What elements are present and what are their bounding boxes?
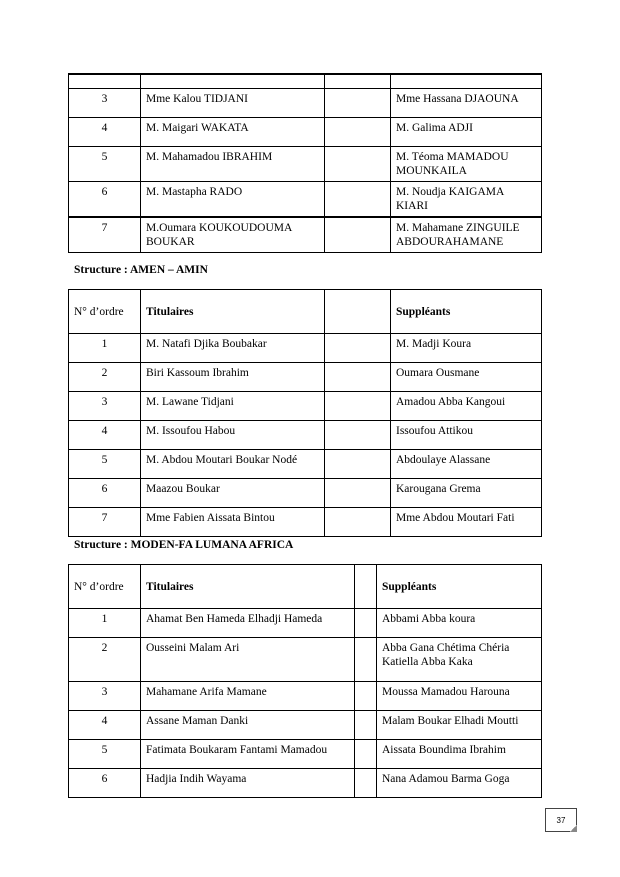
header-num: N° d’ordre xyxy=(69,290,141,334)
row-number: 5 xyxy=(69,740,141,769)
table-header-row xyxy=(69,290,542,334)
titulaire-cell: Mahamane Arifa Mamane xyxy=(141,682,355,711)
titulaire-cell: M. Abdou Moutari Boukar Nodé xyxy=(141,450,325,479)
table-row xyxy=(69,181,542,217)
empty-cell xyxy=(325,334,391,363)
header-suppleants: Suppléants xyxy=(391,290,542,334)
row-number: 3 xyxy=(69,682,141,711)
table-row xyxy=(69,146,542,181)
titulaire-cell: M.Oumara KOUKOUDOUMA BOUKAR xyxy=(141,217,325,253)
suppleant-cell: Abba Gana Chétima Chéria Katiella Abba Kaka xyxy=(377,638,542,682)
table-row xyxy=(69,117,542,146)
titulaire-cell: M. Mastapha RADO xyxy=(141,181,325,217)
row-number: 1 xyxy=(69,334,141,363)
empty-cell xyxy=(325,217,391,253)
table-amen-amin xyxy=(68,289,542,537)
suppleant-cell: Mme Hassana DJAOUNA xyxy=(391,88,542,117)
suppleant-cell: Malam Boukar Elhadi Moutti xyxy=(377,711,542,740)
titulaire-cell: M. Maigari WAKATA xyxy=(141,117,325,146)
page-number: 37 xyxy=(545,808,577,832)
titulaire-cell: Mme Fabien Aissata Bintou xyxy=(141,508,325,537)
suppleant-cell: M. Mahamane ZINGUILE ABDOURAHAMANE xyxy=(391,217,542,253)
row-number: 6 xyxy=(69,181,141,217)
table-row xyxy=(69,682,542,711)
row-number: 3 xyxy=(69,392,141,421)
section-title-amen-amin: Structure : AMEN – AMIN xyxy=(74,264,208,276)
titulaire-cell: Fatimata Boukaram Fantami Mamadou xyxy=(141,740,355,769)
table-row xyxy=(69,450,542,479)
empty-cell xyxy=(325,508,391,537)
table-moden-fa xyxy=(68,564,542,798)
row-number: 7 xyxy=(69,508,141,537)
suppleant-cell: Abdoulaye Alassane xyxy=(391,450,542,479)
header-titulaires: Titulaires xyxy=(141,290,325,334)
empty-cell xyxy=(325,181,391,217)
table-continuation xyxy=(68,73,542,253)
header-empty xyxy=(355,565,377,609)
suppleant-cell: Amadou Abba Kangoui xyxy=(391,392,542,421)
header-titulaires: Titulaires xyxy=(141,565,355,609)
suppleant-cell: Issoufou Attikou xyxy=(391,421,542,450)
empty-cell xyxy=(325,479,391,508)
table-header-row-empty xyxy=(69,74,542,88)
titulaire-cell: Assane Maman Danki xyxy=(141,711,355,740)
row-number: 1 xyxy=(69,609,141,638)
row-number: 7 xyxy=(69,217,141,253)
row-number: 2 xyxy=(69,363,141,392)
suppleant-cell: Karougana Grema xyxy=(391,479,542,508)
titulaire-cell: M. Lawane Tidjani xyxy=(141,392,325,421)
titulaire-cell: M. Natafi Djika Boubakar xyxy=(141,334,325,363)
section-title-moden-fa: Structure : MODEN-FA LUMANA AFRICA xyxy=(74,539,294,551)
titulaire-cell: Mme Kalou TIDJANI xyxy=(141,88,325,117)
row-number: 5 xyxy=(69,146,141,181)
row-number: 5 xyxy=(69,450,141,479)
row-number: 6 xyxy=(69,769,141,798)
empty-cell xyxy=(355,682,377,711)
row-number: 3 xyxy=(69,88,141,117)
titulaire-cell: Biri Kassoum Ibrahim xyxy=(141,363,325,392)
row-number: 6 xyxy=(69,479,141,508)
table-row xyxy=(69,740,542,769)
empty-cell xyxy=(325,450,391,479)
suppleant-cell: M. Galima ADJI xyxy=(391,117,542,146)
suppleant-cell: M. Madji Koura xyxy=(391,334,542,363)
header-num: N° d’ordre xyxy=(69,565,141,609)
row-number: 4 xyxy=(69,421,141,450)
empty-cell xyxy=(325,392,391,421)
empty-cell xyxy=(355,609,377,638)
empty-cell xyxy=(325,117,391,146)
table-row xyxy=(69,479,542,508)
table-row xyxy=(69,363,542,392)
titulaire-cell: Hadjia Indih Wayama xyxy=(141,769,355,798)
table-row xyxy=(69,392,542,421)
empty-cell xyxy=(325,363,391,392)
table-row xyxy=(69,88,542,117)
empty-cell xyxy=(355,740,377,769)
titulaire-cell: M. Issoufou Habou xyxy=(141,421,325,450)
table-header-row xyxy=(69,565,542,609)
titulaire-cell: M. Mahamadou IBRAHIM xyxy=(141,146,325,181)
titulaire-cell: Ahamat Ben Hameda Elhadji Hameda xyxy=(141,609,355,638)
empty-cell xyxy=(355,638,377,682)
table-row xyxy=(69,217,542,253)
table-row xyxy=(69,334,542,363)
row-number: 2 xyxy=(69,638,141,682)
titulaire-cell: Maazou Boukar xyxy=(141,479,325,508)
header-empty xyxy=(325,290,391,334)
table-row xyxy=(69,769,542,798)
suppleant-cell: Mme Abdou Moutari Fati xyxy=(391,508,542,537)
empty-cell xyxy=(355,769,377,798)
titulaire-cell: Ousseini Malam Ari xyxy=(141,638,355,682)
empty-cell xyxy=(325,88,391,117)
row-number: 4 xyxy=(69,117,141,146)
suppleant-cell: Oumara Ousmane xyxy=(391,363,542,392)
row-number: 4 xyxy=(69,711,141,740)
header-suppleants: Suppléants xyxy=(377,565,542,609)
table-row xyxy=(69,711,542,740)
suppleant-cell: Aissata Boundima Ibrahim xyxy=(377,740,542,769)
table-row xyxy=(69,609,542,638)
suppleant-cell: Abbami Abba koura xyxy=(377,609,542,638)
suppleant-cell: M. Noudja KAIGAMA KIARI xyxy=(391,181,542,217)
empty-cell xyxy=(325,146,391,181)
empty-cell xyxy=(355,711,377,740)
table-row xyxy=(69,421,542,450)
suppleant-cell: M. Téoma MAMADOU MOUNKAILA xyxy=(391,146,542,181)
empty-cell xyxy=(325,421,391,450)
table-row xyxy=(69,508,542,537)
suppleant-cell: Nana Adamou Barma Goga xyxy=(377,769,542,798)
suppleant-cell: Moussa Mamadou Harouna xyxy=(377,682,542,711)
table-row xyxy=(69,638,542,682)
